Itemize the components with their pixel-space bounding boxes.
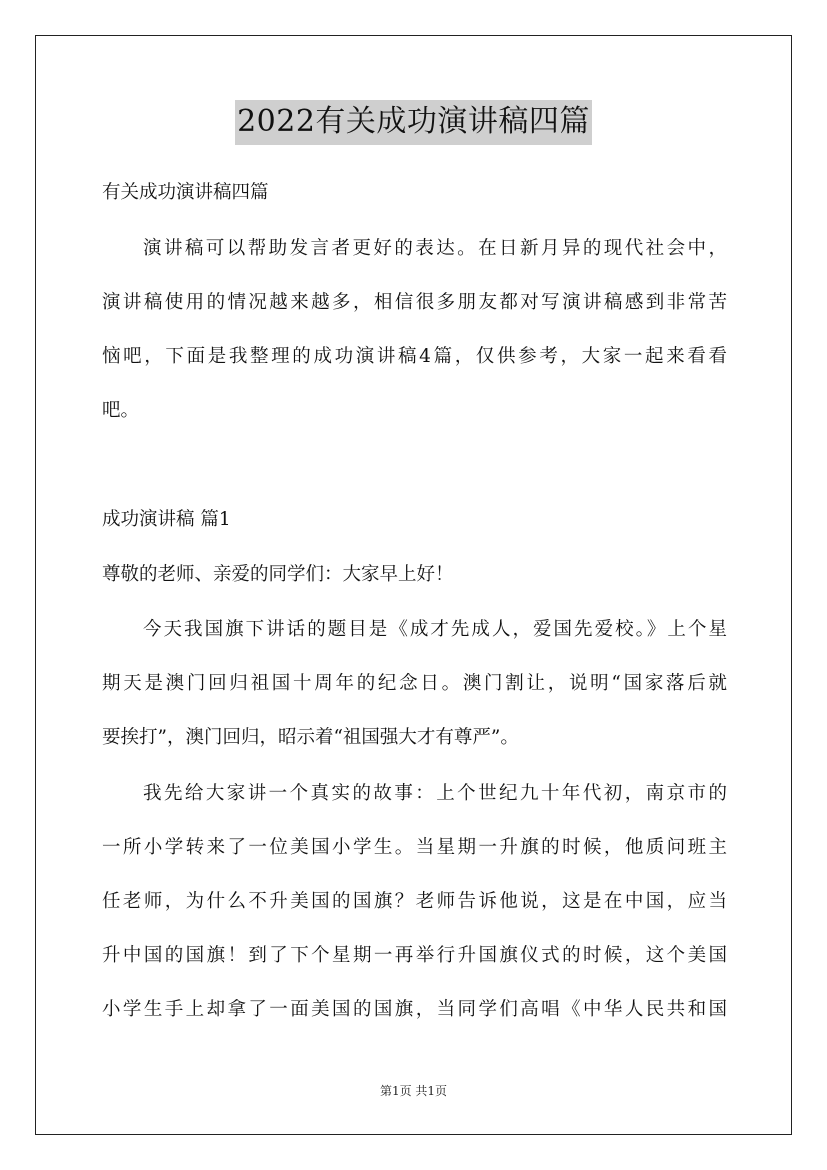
paragraph2-line-5: 小学生手上却拿了一面美国的国旗，当同学们高唱《中华人民共和国 [102,999,727,1020]
paragraph1-line-1: 今天我国旗下讲话的题目是《成才先成人，爱国先爱校。》上个星 [143,619,727,640]
paragraph2-line-3: 任老师，为什么不升美国的国旗？老师告诉他说，这是在中国，应当 [102,891,727,912]
intro-line-4: 吧。 [102,400,140,421]
page-footer: 第1页 共1页 [379,1084,448,1098]
document-title: 2022有关成功演讲稿四篇 [235,100,592,145]
title-wrap [0,100,827,145]
greeting: 尊敬的老师、亲爱的同学们：大家早上好！ [102,564,454,585]
paragraph1-line-2: 期天是澳门回归祖国十周年的纪念日。澳门割让，说明“国家落后就 [102,673,727,694]
intro-line-3: 恼吧，下面是我整理的成功演讲稿4篇，仅供参考，大家一起来看看 [102,346,727,367]
paragraph2-line-1: 我先给大家讲一个真实的故事：上个世纪九十年代初，南京市的 [143,783,727,804]
intro-line-1: 演讲稿可以帮助发言者更好的表达。在日新月异的现代社会中， [143,238,727,259]
paragraph1-line-3: 要挨打”，澳门回归，昭示着“祖国强大才有尊严”。 [102,727,519,748]
subtitle: 有关成功演讲稿四篇 [102,182,269,203]
paragraph2-line-2: 一所小学转来了一位美国小学生。当星期一升旗的时候，他质问班主 [102,837,727,858]
paragraph2-line-4: 升中国的国旗！到了下个星期一再举行升国旗仪式的时候，这个美国 [102,945,727,966]
section-heading: 成功演讲稿 篇1 [102,509,231,530]
intro-line-2: 演讲稿使用的情况越来越多，相信很多朋友都对写演讲稿感到非常苦 [102,292,727,313]
